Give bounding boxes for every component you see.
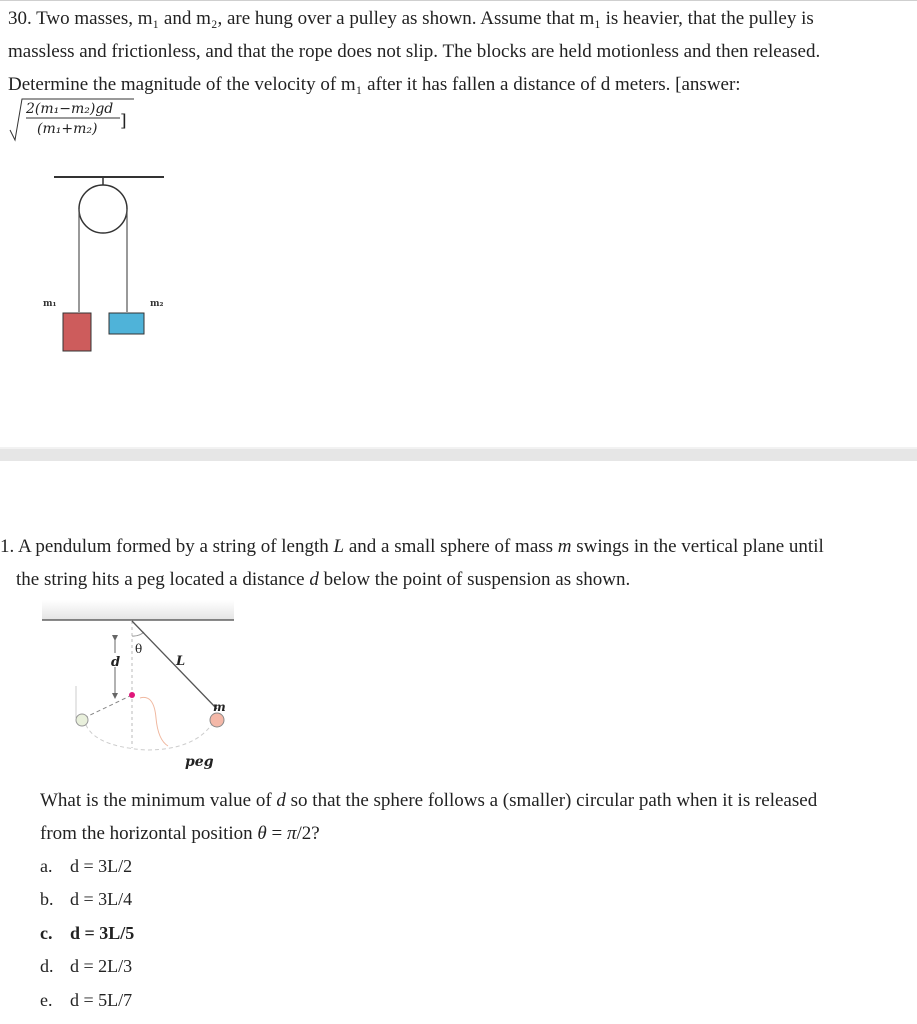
prompt-line-2-suffix: /2? [296, 823, 320, 844]
answer-close-bracket: ] [120, 111, 127, 131]
theta-arc [132, 632, 144, 636]
q31-var-d: d [309, 569, 319, 590]
block-m2 [109, 313, 144, 334]
prompt-line-1-prefix: What is the minimum value of [40, 790, 277, 811]
q30-line-1: 30. Two masses, m₁ and m₂, are hung over a pulley as shown. Assume that m₁ is heavier, that the pulley is [8, 8, 814, 29]
pulley-figure [40, 165, 180, 360]
option-d[interactable] [40, 950, 134, 983]
option-e[interactable] [40, 984, 134, 1017]
pendulum-string [132, 621, 217, 709]
swing-arc [84, 718, 212, 750]
prompt-line-2-prefix: from the horizontal position [40, 823, 258, 844]
q31-line-2-prefix: the string hits a peg located a distance [16, 569, 310, 590]
answer-options [40, 850, 134, 1017]
ceiling-shading [42, 600, 234, 620]
q30-line-3: Determine the magnitude of the velocity of m₁ after it has fallen a distance of d meters. [answer: [8, 74, 741, 95]
string-around-peg [84, 695, 132, 718]
label-peg: peg [185, 754, 214, 770]
prompt-line-1-suffix: so that the sphere follows a (smaller) circular path when it is released [285, 790, 818, 811]
question-31-prompt [40, 784, 910, 850]
option-label: e. [40, 989, 53, 1010]
option-text: d = 3L/5 [70, 922, 135, 943]
q31-var-L: L [333, 536, 345, 557]
option-label: b. [40, 889, 54, 910]
q31-line-1-suffix: swings in the vertical plane until [571, 536, 824, 557]
block-m1 [63, 313, 91, 351]
option-text: d = 3L/4 [70, 889, 133, 910]
prompt-var-theta: θ [257, 823, 267, 844]
option-text: d = 3L/2 [70, 856, 133, 876]
small-circle-path [140, 697, 168, 746]
prompt-var-d: d [276, 790, 286, 811]
prompt-var-pi: π [286, 823, 297, 844]
answer-numerator: 2(m₁−m₂)gd [26, 101, 114, 117]
option-text: d = 2L/3 [70, 956, 133, 977]
label-L: L [176, 654, 186, 669]
q30-answer-formula [6, 96, 146, 146]
q31-line-1 [0, 530, 912, 563]
q31-line-1-mid: and a small sphere of mass [344, 536, 558, 557]
prompt-line-2 [40, 817, 910, 850]
option-label: d. [40, 956, 54, 977]
option-a[interactable] [40, 850, 134, 883]
question-30-text [8, 2, 908, 101]
question-31-text [0, 530, 912, 596]
option-text: d = 5L/7 [70, 989, 133, 1010]
label-d: d [111, 655, 121, 670]
top-rule [0, 0, 917, 1]
sphere-left-position [76, 714, 88, 726]
pendulum-figure [36, 598, 246, 778]
q31-line-2-suffix: below the point of suspension as shown. [318, 569, 631, 590]
label-m2: m₂ [150, 299, 164, 309]
prompt-equals: = [266, 823, 287, 844]
prompt-line-1 [40, 784, 910, 817]
label-m: m [213, 700, 226, 714]
section-divider [0, 449, 917, 461]
q31-line-1-prefix: 1. A pendulum formed by a string of length [0, 536, 334, 557]
option-b[interactable] [40, 883, 134, 916]
option-label: a. [40, 856, 53, 876]
pulley-wheel [79, 185, 127, 233]
q30-line-2: massless and frictionless, and that the rope does not slip. The blocks are held motionless and then released. [8, 41, 821, 62]
answer-denominator: (m₁+m₂) [37, 121, 98, 137]
label-theta: θ [135, 642, 143, 656]
option-label: c. [40, 922, 53, 943]
q31-var-m: m [557, 536, 572, 557]
label-m1: m₁ [43, 299, 57, 309]
peg-dot [129, 692, 135, 698]
option-c[interactable] [40, 917, 134, 950]
sphere-m [210, 713, 224, 727]
q31-line-2 [0, 563, 912, 596]
